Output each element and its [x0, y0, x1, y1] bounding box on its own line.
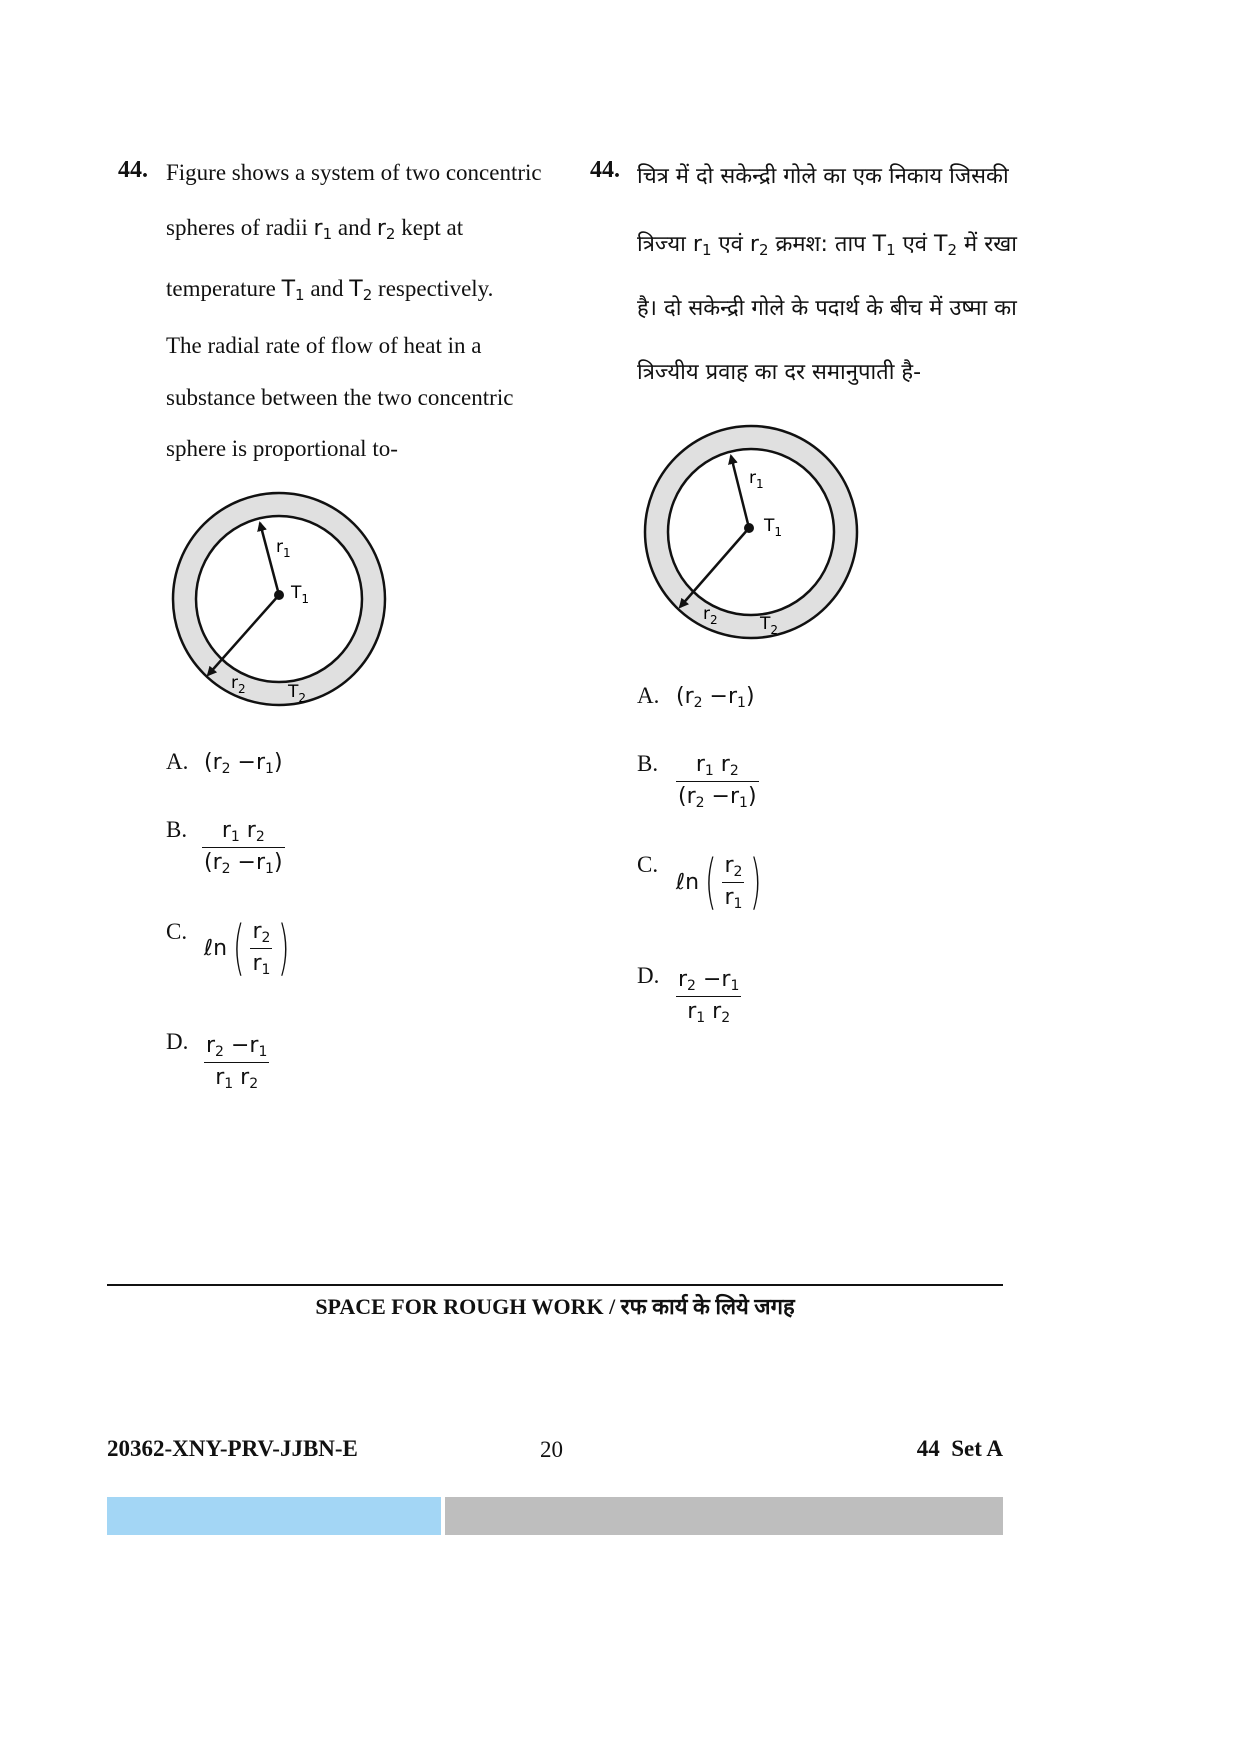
- label-T1: $T_1$: [291, 583, 310, 606]
- hi-line-2: [637, 228, 1017, 259]
- hi-line-2-e: में रखा: [964, 232, 1017, 257]
- question-number-hi: 44.: [590, 157, 620, 183]
- en-line-1: Figure shows a system of two concentric: [166, 160, 542, 185]
- option-a-label-hi: A.: [637, 683, 660, 708]
- symbol-T2: $T_2$: [349, 277, 373, 304]
- symbol-r1: $r_1$: [313, 216, 333, 243]
- option-c-expression-en: ℓn ( $\frac{r_2}{r_1}$ ): [204, 913, 290, 983]
- option-d-expression-en: $\frac{r_2 -r_1}{r_1 r_2}$: [206, 1033, 268, 1092]
- option-b-label-en: B.: [166, 817, 188, 842]
- page-number: 20: [540, 1437, 563, 1462]
- concentric-spheres-figure-hi: [636, 420, 876, 650]
- en-line-3: [166, 276, 493, 304]
- option-c-label-en: C.: [166, 919, 188, 944]
- en-line-2: [166, 215, 463, 243]
- rough-work-divider: [107, 1284, 1003, 1286]
- symbol-r2-hi: $r_2$: [749, 232, 769, 259]
- question-number-en: 44.: [118, 157, 148, 183]
- option-b-expression-hi: $\frac{r_1 r_2}{(r_2 -r_1)}$: [678, 752, 757, 811]
- hi-line-2-c: क्रमश: ताप: [775, 232, 866, 257]
- symbol-T1: $T_1$: [281, 277, 305, 304]
- label-r1: $r_1$: [749, 468, 764, 491]
- paper-code: 20362-XNY-PRV-JJBN-E: [107, 1436, 358, 1461]
- hi-line-3: है। दो सकेन्द्री गोले के पदार्थ के बीच में उष्मा का: [637, 296, 1017, 321]
- option-a-expression-en: $(r_2 -r_1)$: [204, 750, 283, 777]
- label-T2: $T_2$: [288, 682, 307, 705]
- hi-line-2-b: एवं: [718, 232, 743, 257]
- label-T2: $T_2$: [760, 614, 779, 637]
- option-a-label-en: A.: [166, 749, 189, 774]
- symbol-r2: $r_2$: [376, 216, 396, 243]
- option-b-label-hi: B.: [637, 751, 659, 776]
- option-c-expression-hi: ℓn ( $\frac{r_2}{r_1}$ ): [676, 847, 762, 917]
- en-line-2-c: kept at: [401, 215, 464, 240]
- option-a-expression-hi: $(r_2 -r_1)$: [676, 684, 755, 711]
- option-c-label-hi: C.: [637, 852, 659, 877]
- label-T1: $T_1$: [764, 516, 783, 539]
- hi-line-2-d: एवं: [902, 232, 928, 257]
- hi-line-2-a: त्रिज्या: [637, 232, 686, 257]
- set-label: 44 Set A: [916, 1436, 1003, 1461]
- option-d-label-en: D.: [166, 1029, 189, 1054]
- symbol-r1-hi: $r_1$: [692, 232, 712, 259]
- rough-work-label: SPACE FOR ROUGH WORK / रफ कार्य के लिये जगह: [315, 1294, 795, 1319]
- en-line-4: The radial rate of flow of heat in a: [166, 333, 482, 358]
- hi-line-4: त्रिज्यीय प्रवाह का दर समानुपाती है-: [637, 360, 922, 385]
- option-d-expression-hi: $\frac{r_2 -r_1}{r_1 r_2}$: [678, 967, 740, 1026]
- en-line-3-c: respectively.: [378, 276, 494, 301]
- label-r2: $r_2$: [703, 604, 718, 627]
- label-r2: $r_2$: [231, 673, 246, 696]
- en-line-5: substance between the two concentric: [166, 385, 514, 410]
- en-line-2-a: spheres of radii: [166, 215, 308, 240]
- footer-bar-left: [107, 1497, 441, 1535]
- label-r1: $r_1$: [276, 537, 291, 560]
- hi-line-1: चित्र में दो सकेन्द्री गोले का एक निकाय जिसकी: [637, 164, 1009, 189]
- en-line-2-b: and: [337, 215, 372, 240]
- symbol-T1-hi: $T_1$: [872, 232, 896, 259]
- option-b-expression-en: $\frac{r_1 r_2}{(r_2 -r_1)}$: [204, 818, 283, 877]
- en-line-3-a: temperature: [166, 276, 276, 301]
- en-line-3-b: and: [310, 276, 344, 301]
- concentric-spheres-figure-en: [160, 485, 400, 715]
- footer-bar-right: [445, 1497, 1003, 1535]
- en-line-6: sphere is proportional to-: [166, 436, 398, 461]
- option-d-label-hi: D.: [637, 963, 660, 988]
- symbol-T2-hi: $T_2$: [934, 232, 958, 259]
